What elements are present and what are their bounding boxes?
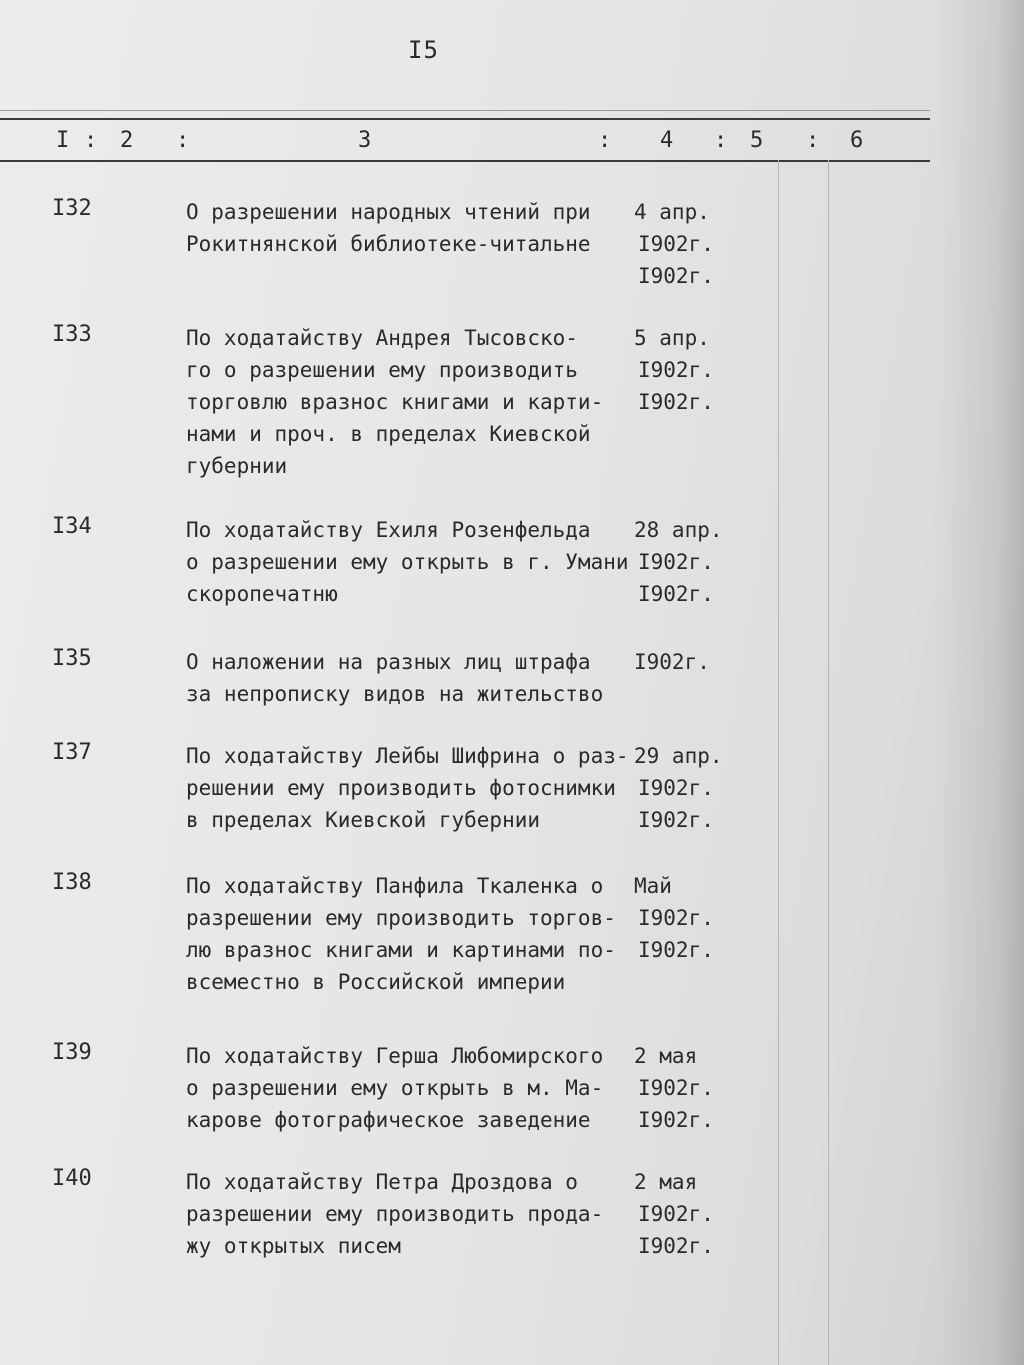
entry-dates xyxy=(634,870,774,966)
entry-date-line: I902г. xyxy=(638,808,714,832)
entry-title-line: По ходатайству Петра Дроздова о xyxy=(186,1170,578,1194)
entry-number: I32 xyxy=(52,196,92,221)
entry-date-line: I902г. xyxy=(638,1234,714,1258)
column-header-5: 5 xyxy=(750,128,764,153)
entry-dates xyxy=(634,514,774,610)
entry-title xyxy=(186,1040,636,1136)
header-rule-faint xyxy=(0,110,930,111)
entry-date-line: I902г. xyxy=(638,264,714,288)
entry-title-line: го о разрешении ему производить xyxy=(186,358,578,382)
entry-title-line: о разрешении ему открыть в м. Ма- xyxy=(186,1076,604,1100)
header-rule-bottom xyxy=(0,160,930,162)
column-header-1: I xyxy=(56,128,70,153)
entry-dates xyxy=(634,1166,774,1262)
entry-title-line: разрешении ему производить торгов- xyxy=(186,906,616,930)
entry-title xyxy=(186,1166,636,1262)
entry-number: I40 xyxy=(52,1166,92,1191)
entry-number: I33 xyxy=(52,322,92,347)
entry-dates xyxy=(634,646,774,678)
entry-date-line: I902г. xyxy=(638,776,714,800)
entry-number: I38 xyxy=(52,870,92,895)
entry-title xyxy=(186,870,636,998)
entry-title-line: карове фотографическое заведение xyxy=(186,1108,591,1132)
column-separator: : xyxy=(84,128,98,153)
entry-title-line: губернии xyxy=(186,454,288,478)
entry-title-line: решении ему производить фотоснимки xyxy=(186,776,616,800)
entry-title-line: По ходатайству Панфила Ткаленка о xyxy=(186,874,604,898)
entry-title-line: О наложении на разных лиц штрафа xyxy=(186,650,591,674)
column-header-2: 2 xyxy=(120,128,134,153)
entry-dates xyxy=(634,1040,774,1136)
entry-title xyxy=(186,322,636,482)
entry-title-line: По ходатайству Андрея Тысовско- xyxy=(186,326,578,350)
entry-number: I34 xyxy=(52,514,92,539)
entry-title-line: разрешении ему производить прода- xyxy=(186,1202,604,1226)
column-separator: : xyxy=(176,128,190,153)
column-header-6: 6 xyxy=(850,128,864,153)
entry-title-line: о разрешении ему открыть в г. Умани xyxy=(186,550,629,574)
column-header-3: 3 xyxy=(358,128,372,153)
entry-title-line: за непрописку видов на жительство xyxy=(186,682,604,706)
entry-title-line: всеместно в Российской империи xyxy=(186,970,566,994)
entry-title-line: жу открытых писем xyxy=(186,1234,401,1258)
entry-title-line: нами и проч. в пределах Киевской xyxy=(186,422,591,446)
entry-date-line: I902г. xyxy=(638,906,714,930)
entry-date-line: 29 апр. xyxy=(634,744,723,768)
entry-number: I39 xyxy=(52,1040,92,1065)
entry-date-line: I902г. xyxy=(638,1202,714,1226)
entry-date-line: 2 мая xyxy=(634,1170,698,1194)
entry-title xyxy=(186,646,636,710)
entry-date-line: I902г. xyxy=(638,550,714,574)
entry-title-line: Рокитнянской библиотеке-читальне xyxy=(186,232,591,256)
column-separator: : xyxy=(806,128,820,153)
entry-title-line: скоропечатню xyxy=(186,582,338,606)
entry-date-line: I902г. xyxy=(638,232,714,256)
entry-date-line: 28 апр. xyxy=(634,518,723,542)
column-divider xyxy=(828,160,829,1365)
entry-dates xyxy=(634,740,774,836)
entry-title xyxy=(186,514,636,610)
entry-date-line: 2 мая xyxy=(634,1044,698,1068)
entry-title-line: в пределах Киевской губернии xyxy=(186,808,541,832)
entry-date-line: 5 апр. xyxy=(634,326,710,350)
entry-date-line: I902г. xyxy=(638,358,714,382)
entry-date-line: I902г. xyxy=(638,1108,714,1132)
entry-date-line: I902г. xyxy=(638,582,714,606)
entry-number: I37 xyxy=(52,740,92,765)
entry-title-line: По ходатайству Ехиля Розенфельда xyxy=(186,518,591,542)
column-separator: : xyxy=(714,128,728,153)
entry-title xyxy=(186,196,636,260)
page-number: I5 xyxy=(408,36,439,64)
column-separator: : xyxy=(598,128,612,153)
entry-title-line: По ходатайству Лейбы Шифрина о раз- xyxy=(186,744,629,768)
entry-title-line: О разрешении народных чтений при xyxy=(186,200,591,224)
entry-title-line: торговлю вразнос книгами и карти- xyxy=(186,390,604,414)
column-header-4: 4 xyxy=(660,128,674,153)
page-edge-shadow xyxy=(934,0,1024,1365)
entry-date-line: I902г. xyxy=(638,938,714,962)
entry-date-line: I902г. xyxy=(638,1076,714,1100)
entry-date-line: Май xyxy=(634,874,672,898)
entry-title-line: По ходатайству Герша Любомирского xyxy=(186,1044,604,1068)
entry-date-line: I902г. xyxy=(638,390,714,414)
entry-dates xyxy=(634,322,774,418)
entry-dates xyxy=(634,196,774,292)
entry-title-line: лю вразнос книгами и картинами по- xyxy=(186,938,616,962)
entry-date-line: I902г. xyxy=(634,650,710,674)
entry-number: I35 xyxy=(52,646,92,671)
entry-date-line: 4 апр. xyxy=(634,200,710,224)
entry-title xyxy=(186,740,636,836)
header-rule-top xyxy=(0,118,930,120)
column-divider xyxy=(778,160,779,1365)
